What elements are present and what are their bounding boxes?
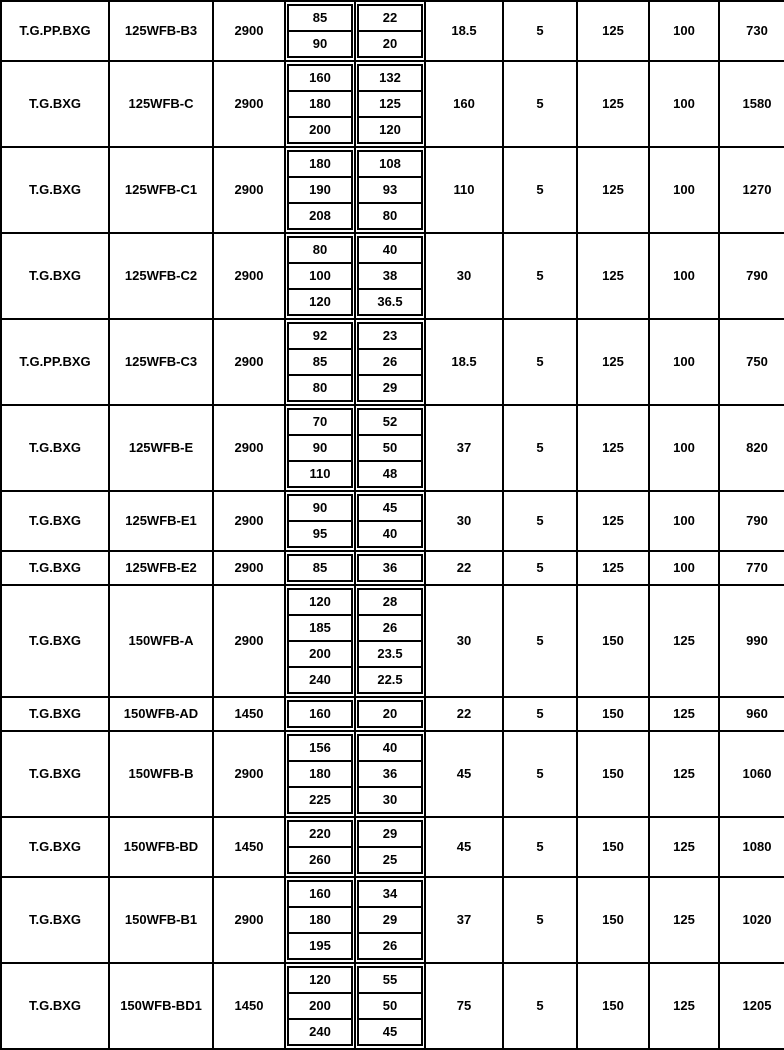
cell-series: T.G.BXG <box>1 233 109 319</box>
cell-flow: 185 <box>288 615 352 641</box>
cell-head: 26 <box>358 615 422 641</box>
cell-flow-group <box>285 147 355 233</box>
cell-power: 37 <box>425 877 503 963</box>
cell-head: 38 <box>358 263 422 289</box>
cell-head: 80 <box>358 203 422 229</box>
cell-weight: 750 <box>719 319 784 405</box>
cell-npsh: 5 <box>503 233 577 319</box>
cell-speed: 2900 <box>213 491 285 551</box>
cell-flow: 70 <box>288 409 352 435</box>
cell-head: 40 <box>358 735 422 761</box>
cell-inlet: 125 <box>577 405 649 491</box>
cell-outlet: 100 <box>649 61 719 147</box>
cell-power: 30 <box>425 585 503 697</box>
cell-speed: 1450 <box>213 817 285 877</box>
cell-flow: 260 <box>288 847 352 873</box>
cell-head: 29 <box>358 821 422 847</box>
cell-inlet: 125 <box>577 1 649 61</box>
cell-inlet: 150 <box>577 731 649 817</box>
cell-weight: 1270 <box>719 147 784 233</box>
cell-npsh: 5 <box>503 731 577 817</box>
cell-flow: 208 <box>288 203 352 229</box>
cell-head: 50 <box>358 435 422 461</box>
cell-power: 75 <box>425 963 503 1049</box>
cell-flow: 190 <box>288 177 352 203</box>
cell-head: 22 <box>358 5 422 31</box>
cell-inlet: 125 <box>577 147 649 233</box>
cell-head: 125 <box>358 91 422 117</box>
cell-weight: 790 <box>719 233 784 319</box>
cell-outlet: 100 <box>649 491 719 551</box>
table-row <box>1 877 784 963</box>
cell-head: 108 <box>358 151 422 177</box>
cell-inlet: 150 <box>577 817 649 877</box>
cell-speed: 2900 <box>213 405 285 491</box>
table-row <box>1 405 784 491</box>
table-row <box>1 551 784 585</box>
cell-speed: 2900 <box>213 551 285 585</box>
cell-flow-group <box>285 61 355 147</box>
cell-head-group <box>355 61 425 147</box>
table-row <box>1 585 784 697</box>
cell-npsh: 5 <box>503 405 577 491</box>
cell-series: T.G.BXG <box>1 147 109 233</box>
cell-weight: 990 <box>719 585 784 697</box>
cell-flow-group <box>285 963 355 1049</box>
cell-weight: 1020 <box>719 877 784 963</box>
cell-flow: 180 <box>288 761 352 787</box>
cell-head: 55 <box>358 967 422 993</box>
cell-speed: 2900 <box>213 585 285 697</box>
cell-flow: 95 <box>288 521 352 547</box>
cell-flow: 160 <box>288 881 352 907</box>
cell-weight: 1060 <box>719 731 784 817</box>
cell-flow-group <box>285 731 355 817</box>
cell-head: 20 <box>358 701 422 727</box>
cell-model: 125WFB-C3 <box>109 319 213 405</box>
cell-head-group <box>355 491 425 551</box>
cell-head: 120 <box>358 117 422 143</box>
cell-weight: 730 <box>719 1 784 61</box>
cell-inlet: 125 <box>577 551 649 585</box>
cell-series: T.G.PP.BXG <box>1 1 109 61</box>
cell-head-group <box>355 877 425 963</box>
cell-flow: 200 <box>288 117 352 143</box>
cell-outlet: 125 <box>649 817 719 877</box>
cell-weight: 1080 <box>719 817 784 877</box>
cell-weight: 770 <box>719 551 784 585</box>
cell-head-group <box>355 697 425 731</box>
cell-inlet: 125 <box>577 319 649 405</box>
cell-weight: 820 <box>719 405 784 491</box>
cell-model: 150WFB-AD <box>109 697 213 731</box>
cell-flow: 110 <box>288 461 352 487</box>
cell-outlet: 125 <box>649 963 719 1049</box>
cell-flow: 85 <box>288 349 352 375</box>
cell-outlet: 100 <box>649 319 719 405</box>
cell-head: 45 <box>358 495 422 521</box>
cell-power: 30 <box>425 491 503 551</box>
cell-flow: 92 <box>288 323 352 349</box>
cell-head: 36 <box>358 555 422 581</box>
cell-head-group <box>355 585 425 697</box>
table-row <box>1 731 784 817</box>
cell-weight: 1580 <box>719 61 784 147</box>
cell-head: 52 <box>358 409 422 435</box>
cell-flow: 100 <box>288 263 352 289</box>
cell-power: 37 <box>425 405 503 491</box>
cell-head-group <box>355 551 425 585</box>
cell-flow: 120 <box>288 589 352 615</box>
cell-npsh: 5 <box>503 1 577 61</box>
cell-flow-group <box>285 585 355 697</box>
cell-outlet: 125 <box>649 585 719 697</box>
cell-speed: 2900 <box>213 877 285 963</box>
cell-outlet: 100 <box>649 405 719 491</box>
cell-model: 150WFB-B <box>109 731 213 817</box>
cell-flow: 120 <box>288 967 352 993</box>
cell-model: 150WFB-BD1 <box>109 963 213 1049</box>
cell-npsh: 5 <box>503 319 577 405</box>
cell-head: 45 <box>358 1019 422 1045</box>
cell-flow: 200 <box>288 993 352 1019</box>
cell-model: 125WFB-C2 <box>109 233 213 319</box>
cell-head: 36 <box>358 761 422 787</box>
cell-weight: 1205 <box>719 963 784 1049</box>
cell-head: 29 <box>358 907 422 933</box>
cell-head: 22.5 <box>358 667 422 693</box>
cell-model: 125WFB-E1 <box>109 491 213 551</box>
cell-flow-group <box>285 319 355 405</box>
cell-flow: 90 <box>288 435 352 461</box>
cell-power: 18.5 <box>425 319 503 405</box>
table-row <box>1 1 784 61</box>
cell-inlet: 150 <box>577 697 649 731</box>
cell-head: 132 <box>358 65 422 91</box>
table-body <box>1 1 784 1049</box>
cell-series: T.G.BXG <box>1 731 109 817</box>
cell-head: 26 <box>358 933 422 959</box>
cell-flow-group <box>285 697 355 731</box>
cell-flow: 160 <box>288 701 352 727</box>
cell-head-group <box>355 319 425 405</box>
cell-series: T.G.BXG <box>1 817 109 877</box>
cell-power: 160 <box>425 61 503 147</box>
cell-weight: 790 <box>719 491 784 551</box>
cell-flow: 80 <box>288 237 352 263</box>
cell-outlet: 100 <box>649 551 719 585</box>
cell-inlet: 125 <box>577 491 649 551</box>
cell-npsh: 5 <box>503 147 577 233</box>
cell-weight: 960 <box>719 697 784 731</box>
table-row <box>1 963 784 1049</box>
cell-model: 125WFB-C <box>109 61 213 147</box>
cell-head: 28 <box>358 589 422 615</box>
cell-npsh: 5 <box>503 817 577 877</box>
cell-series: T.G.BXG <box>1 697 109 731</box>
cell-head-group <box>355 817 425 877</box>
cell-npsh: 5 <box>503 585 577 697</box>
cell-head: 23 <box>358 323 422 349</box>
cell-model: 150WFB-BD <box>109 817 213 877</box>
cell-model: 125WFB-E2 <box>109 551 213 585</box>
cell-head-group <box>355 405 425 491</box>
cell-head: 40 <box>358 237 422 263</box>
cell-power: 45 <box>425 731 503 817</box>
cell-power: 22 <box>425 551 503 585</box>
table-row <box>1 697 784 731</box>
cell-flow-group <box>285 551 355 585</box>
cell-flow: 85 <box>288 555 352 581</box>
cell-flow: 160 <box>288 65 352 91</box>
cell-series: T.G.BXG <box>1 585 109 697</box>
cell-inlet: 125 <box>577 61 649 147</box>
table-row <box>1 319 784 405</box>
cell-speed: 2900 <box>213 61 285 147</box>
cell-flow: 220 <box>288 821 352 847</box>
cell-flow-group <box>285 817 355 877</box>
cell-flow: 195 <box>288 933 352 959</box>
cell-inlet: 150 <box>577 585 649 697</box>
cell-power: 45 <box>425 817 503 877</box>
cell-head: 48 <box>358 461 422 487</box>
cell-flow: 90 <box>288 495 352 521</box>
cell-head-group <box>355 233 425 319</box>
cell-npsh: 5 <box>503 877 577 963</box>
cell-flow-group <box>285 877 355 963</box>
cell-speed: 1450 <box>213 697 285 731</box>
table-row <box>1 233 784 319</box>
cell-npsh: 5 <box>503 491 577 551</box>
cell-npsh: 5 <box>503 551 577 585</box>
cell-flow: 240 <box>288 667 352 693</box>
cell-head: 29 <box>358 375 422 401</box>
cell-npsh: 5 <box>503 963 577 1049</box>
cell-inlet: 125 <box>577 233 649 319</box>
table-row <box>1 817 784 877</box>
cell-series: T.G.BXG <box>1 551 109 585</box>
table-row <box>1 61 784 147</box>
cell-outlet: 100 <box>649 147 719 233</box>
cell-power: 18.5 <box>425 1 503 61</box>
cell-head: 20 <box>358 31 422 57</box>
cell-inlet: 150 <box>577 877 649 963</box>
cell-speed: 2900 <box>213 147 285 233</box>
cell-flow-group <box>285 491 355 551</box>
cell-head-group <box>355 963 425 1049</box>
table-row <box>1 491 784 551</box>
cell-speed: 2900 <box>213 1 285 61</box>
cell-outlet: 125 <box>649 731 719 817</box>
cell-flow: 80 <box>288 375 352 401</box>
cell-outlet: 100 <box>649 1 719 61</box>
table-row <box>1 147 784 233</box>
cell-series: T.G.PP.BXG <box>1 319 109 405</box>
cell-model: 125WFB-B3 <box>109 1 213 61</box>
cell-flow: 85 <box>288 5 352 31</box>
cell-flow: 180 <box>288 151 352 177</box>
cell-head-group <box>355 731 425 817</box>
cell-flow-group <box>285 405 355 491</box>
cell-model: 125WFB-E <box>109 405 213 491</box>
cell-model: 125WFB-C1 <box>109 147 213 233</box>
cell-outlet: 125 <box>649 697 719 731</box>
cell-series: T.G.BXG <box>1 877 109 963</box>
cell-series: T.G.BXG <box>1 405 109 491</box>
cell-speed: 2900 <box>213 233 285 319</box>
cell-power: 110 <box>425 147 503 233</box>
cell-model: 150WFB-A <box>109 585 213 697</box>
cell-power: 30 <box>425 233 503 319</box>
cell-series: T.G.BXG <box>1 61 109 147</box>
cell-series: T.G.BXG <box>1 963 109 1049</box>
cell-model: 150WFB-B1 <box>109 877 213 963</box>
cell-npsh: 5 <box>503 61 577 147</box>
cell-head-group <box>355 147 425 233</box>
cell-head: 23.5 <box>358 641 422 667</box>
cell-outlet: 100 <box>649 233 719 319</box>
cell-flow-group <box>285 233 355 319</box>
cell-head: 25 <box>358 847 422 873</box>
cell-npsh: 5 <box>503 697 577 731</box>
cell-head: 40 <box>358 521 422 547</box>
cell-head: 26 <box>358 349 422 375</box>
cell-head: 36.5 <box>358 289 422 315</box>
cell-head: 93 <box>358 177 422 203</box>
cell-speed: 2900 <box>213 731 285 817</box>
cell-flow: 90 <box>288 31 352 57</box>
cell-speed: 1450 <box>213 963 285 1049</box>
cell-outlet: 125 <box>649 877 719 963</box>
cell-flow: 156 <box>288 735 352 761</box>
cell-flow: 120 <box>288 289 352 315</box>
cell-flow: 225 <box>288 787 352 813</box>
cell-head: 30 <box>358 787 422 813</box>
cell-flow: 240 <box>288 1019 352 1045</box>
cell-head: 34 <box>358 881 422 907</box>
cell-series: T.G.BXG <box>1 491 109 551</box>
cell-inlet: 150 <box>577 963 649 1049</box>
cell-head: 50 <box>358 993 422 1019</box>
cell-flow-group <box>285 1 355 61</box>
cell-speed: 2900 <box>213 319 285 405</box>
cell-flow: 200 <box>288 641 352 667</box>
cell-head-group <box>355 1 425 61</box>
cell-flow: 180 <box>288 91 352 117</box>
cell-power: 22 <box>425 697 503 731</box>
cell-flow: 180 <box>288 907 352 933</box>
